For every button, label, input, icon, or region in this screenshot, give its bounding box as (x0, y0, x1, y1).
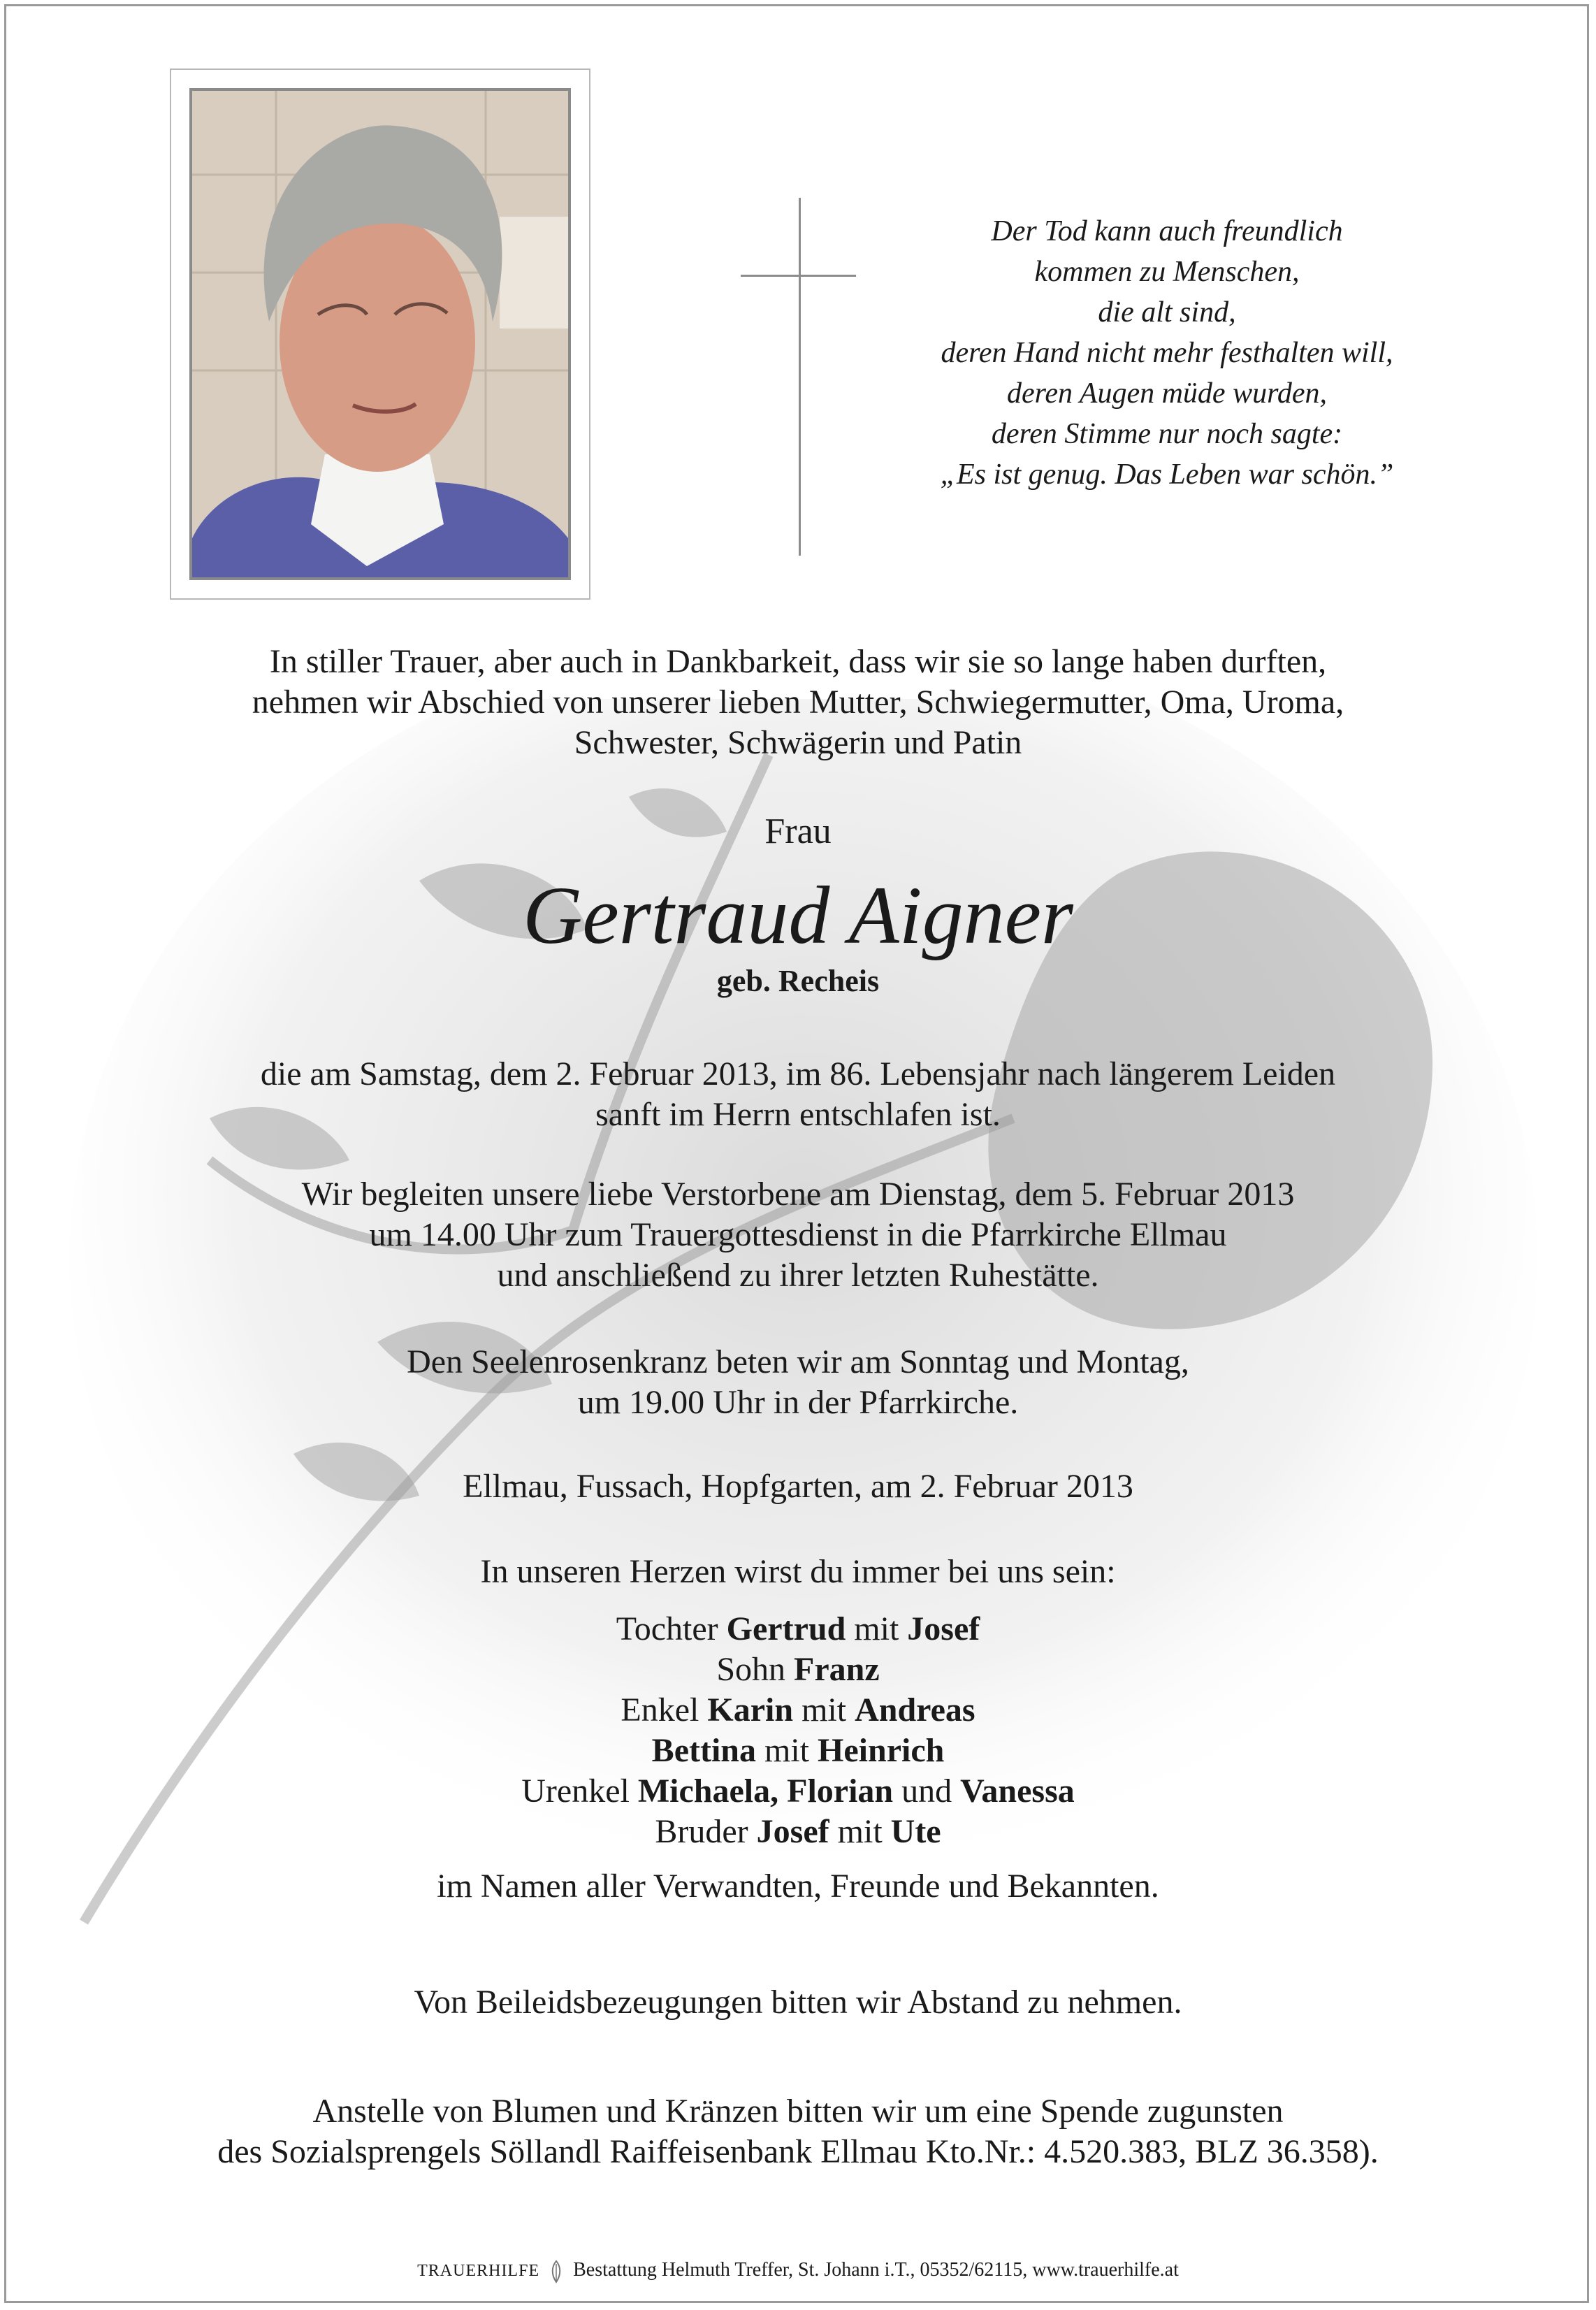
relation: Tochter (616, 1610, 718, 1647)
poem-line: „Es ist genug. Das Leben war schön.” (940, 459, 1394, 491)
salutation: Frau (764, 811, 832, 851)
place-date: Ellmau, Fussach, Hopfgarten, am 2. Februar 2013 (463, 1468, 1133, 1505)
funeral-info (0, 1174, 1596, 1296)
intro-line: nehmen wir Abschied von unserer lieben Mutter, Schwiegermutter, Oma, Uroma, (252, 684, 1344, 721)
rosary-line: um 19.00 Uhr in der Pfarrkirche. (577, 1384, 1019, 1421)
relation: Sohn (716, 1651, 786, 1688)
poem-line: kommen zu Menschen, (1034, 256, 1300, 288)
rosary-line: Den Seelenrosenkranz beten wir am Sonntag und Montag, (407, 1343, 1189, 1380)
family-entry-brother (0, 1812, 1596, 1852)
hearts-line: In unseren Herzen wirst du immer bei uns sein: (480, 1553, 1116, 1590)
family-entry-grandchild (0, 1731, 1596, 1771)
donation-line: Anstelle von Blumen und Kränzen bitten wir um eine Spende zugunsten (312, 2093, 1284, 2130)
family-name: Andreas (855, 1691, 975, 1728)
family-list (0, 1609, 1596, 1852)
footer (0, 2259, 1596, 2283)
funeral-line: um 14.00 Uhr zum Trauergottesdienst in die Pfarrkirche Ellmau (369, 1216, 1227, 1253)
family-entry-daughter (0, 1609, 1596, 1650)
death-notice-line: sanft im Herrn entschlafen ist. (595, 1096, 1001, 1133)
deceased-name: Gertraud Aigner (523, 869, 1073, 961)
family-name: Karin (707, 1691, 794, 1728)
poem-line: deren Hand nicht mehr festhalten will, (941, 337, 1393, 369)
family-entry-son (0, 1650, 1596, 1690)
donation-info (0, 2091, 1596, 2172)
relation: Bruder (655, 1813, 748, 1850)
death-notice-line: die am Samstag, dem 2. Februar 2013, im 86. Lebensjahr nach längerem Leiden (260, 1055, 1336, 1092)
family-entry-grandchild (0, 1690, 1596, 1731)
portrait-photo (189, 88, 571, 580)
family-name: Vanessa (960, 1773, 1075, 1810)
leaf-icon (549, 2260, 564, 2283)
poem (894, 211, 1439, 495)
relation: Urenkel (521, 1773, 630, 1810)
relation: Enkel (621, 1691, 699, 1728)
condolence-line: Von Beileidsbezeugungen bitten wir Abstand zu nehmen. (414, 1984, 1182, 2021)
family-name: Josef (907, 1610, 980, 1647)
poem-line: deren Stimme nur noch sagte: (991, 418, 1343, 450)
family-name: Michaela, Florian (637, 1773, 894, 1810)
family-name: Heinrich (818, 1732, 945, 1769)
family-name: Gertrud (726, 1610, 846, 1647)
funeral-line: Wir begleiten unsere liebe Verstorbene am Dienstag, dem 5. Februar 2013 (301, 1176, 1295, 1213)
family-name: Bettina (651, 1732, 756, 1769)
connector: mit (764, 1732, 810, 1769)
intro-line: In stiller Trauer, aber auch in Dankbarkeit, dass wir sie so lange haben durften, (269, 643, 1327, 680)
connector: mit (801, 1691, 847, 1728)
connector: und (901, 1773, 952, 1810)
footer-text: Bestattung Helmuth Treffer, St. Johann i.T., 05352/62115, www.trauerhilfe.at (573, 2259, 1179, 2281)
rosary-info (0, 1342, 1596, 1423)
family-name: Franz (794, 1651, 880, 1688)
death-notice (0, 1054, 1596, 1135)
funeral-line: und anschließend zu ihrer letzten Ruhestätte. (497, 1257, 1099, 1294)
family-entry-great-grandchildren (0, 1771, 1596, 1812)
connector: mit (854, 1610, 899, 1647)
poem-line: Der Tod kann auch freundlich (991, 215, 1343, 247)
family-name: Josef (756, 1813, 829, 1850)
donation-line: des Sozialsprengels Söllandl Raiffeisenbank Ellmau Kto.Nr.: 4.520.383, BLZ 36.358). (217, 2133, 1379, 2170)
portrait-illustration (192, 91, 568, 577)
cross-icon (799, 198, 801, 556)
portrait-frame (170, 68, 590, 600)
family-name: Ute (890, 1813, 941, 1850)
maiden-name: geb. Recheis (716, 964, 880, 998)
intro-line: Schwester, Schwägerin und Patin (574, 724, 1022, 761)
footer-brand: TRAUERHILFE (417, 2262, 540, 2280)
cross-bar (741, 275, 856, 277)
intro-text (0, 642, 1596, 763)
poem-line: die alt sind, (1098, 296, 1236, 329)
connector: mit (837, 1813, 883, 1850)
relatives-line: im Namen aller Verwandten, Freunde und Bekannten. (437, 1868, 1159, 1905)
poem-line: deren Augen müde wurden, (1006, 377, 1328, 410)
